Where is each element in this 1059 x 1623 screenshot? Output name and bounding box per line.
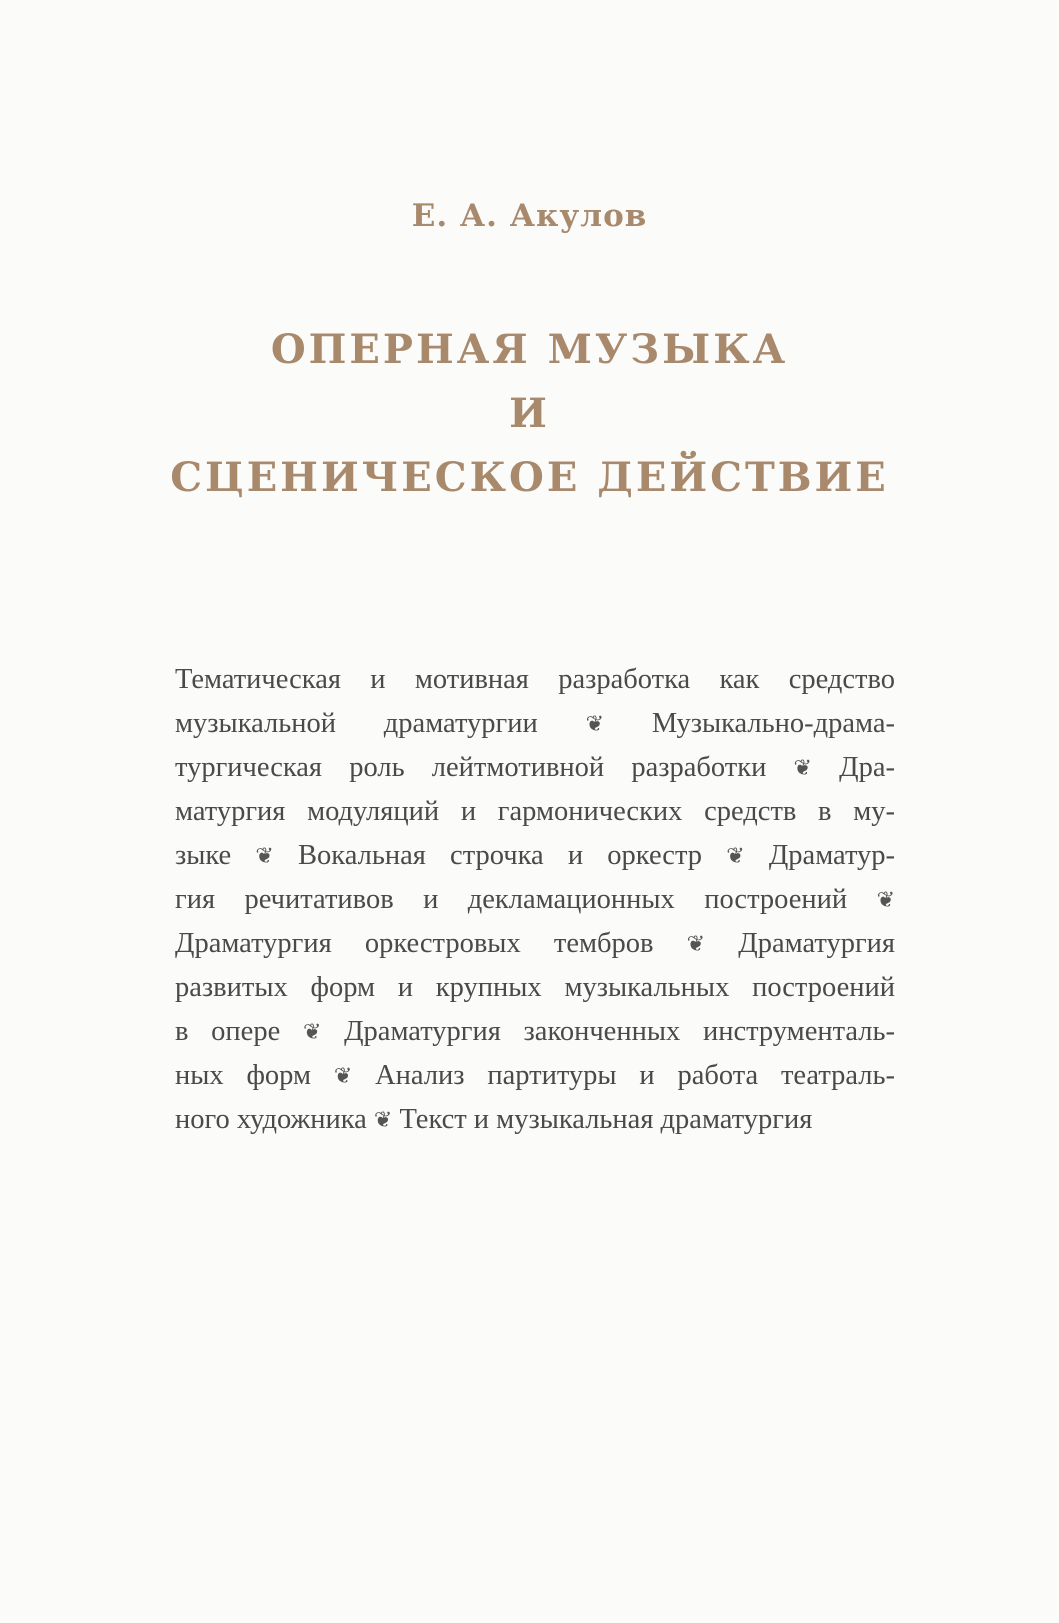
leaf-ornament-icon: ❦	[255, 843, 274, 868]
leaf-ornament-icon: ❦	[793, 755, 812, 780]
contents-text: Драматургия	[738, 928, 896, 959]
contents-row	[175, 746, 895, 790]
contents-text: ных форм	[175, 1060, 312, 1091]
contents-text: Драматургия оркестровых тембров	[175, 928, 654, 959]
contents-text: матургия модуляций и гармонических средств в му-	[175, 796, 895, 827]
title-line-1: ОПЕРНАЯ МУЗЫКА	[270, 326, 789, 373]
contents-text: тургическая роль лейтмотивной разработки	[175, 752, 767, 783]
leaf-ornament-icon: ❦	[726, 843, 745, 868]
contents-row	[175, 702, 895, 746]
contents-text: в опере	[175, 1016, 281, 1047]
contents-text: музыкальной драматургии	[175, 708, 538, 739]
contents-text: Музыкально-драма-	[651, 708, 896, 739]
contents-text: Драматургия законченных инструменталь-	[344, 1016, 896, 1047]
contents-text: Текст и музыкальная драматургия	[399, 1104, 813, 1135]
contents-text: Вокальная строчка и оркестр	[298, 840, 703, 871]
leaf-ornament-icon: ❦	[876, 887, 896, 912]
contents-text: Дра-	[839, 752, 895, 783]
contents-row	[175, 922, 895, 966]
contents-row	[175, 790, 895, 834]
author-name: Е. А. Акулов	[411, 198, 648, 234]
leaf-ornament-icon: ❦	[585, 711, 604, 736]
contents-row	[175, 1010, 895, 1054]
contents-row	[175, 1098, 895, 1142]
leaf-ornament-icon: ❦	[333, 1063, 353, 1088]
title-line-3: СЦЕНИЧЕСКОЕ ДЕЙСТВИЕ	[170, 454, 889, 501]
contents-row	[175, 1054, 895, 1098]
contents-text: ного художника	[175, 1104, 367, 1135]
contents-text: Анализ партитуры и работа театраль-	[375, 1060, 895, 1091]
contents-text: развитых форм и крупных музыкальных построений	[175, 972, 895, 1003]
leaf-ornament-icon: ❦	[686, 931, 706, 956]
leaf-ornament-icon: ❦	[302, 1019, 322, 1044]
leaf-ornament-icon: ❦	[373, 1107, 393, 1132]
contents-row	[175, 878, 895, 922]
contents-text: гия речитативов и декламационных построений	[175, 884, 848, 915]
contents-text: Тематическая и мотивная разработка как средство	[175, 664, 895, 695]
contents-list	[175, 658, 895, 1142]
contents-row	[175, 834, 895, 878]
book-title	[0, 318, 1059, 510]
contents-text: зыке	[175, 840, 232, 871]
contents-row	[175, 966, 895, 1010]
title-line-2: И	[509, 390, 550, 437]
contents-text: Драматур-	[768, 840, 896, 871]
contents-row	[175, 658, 895, 702]
